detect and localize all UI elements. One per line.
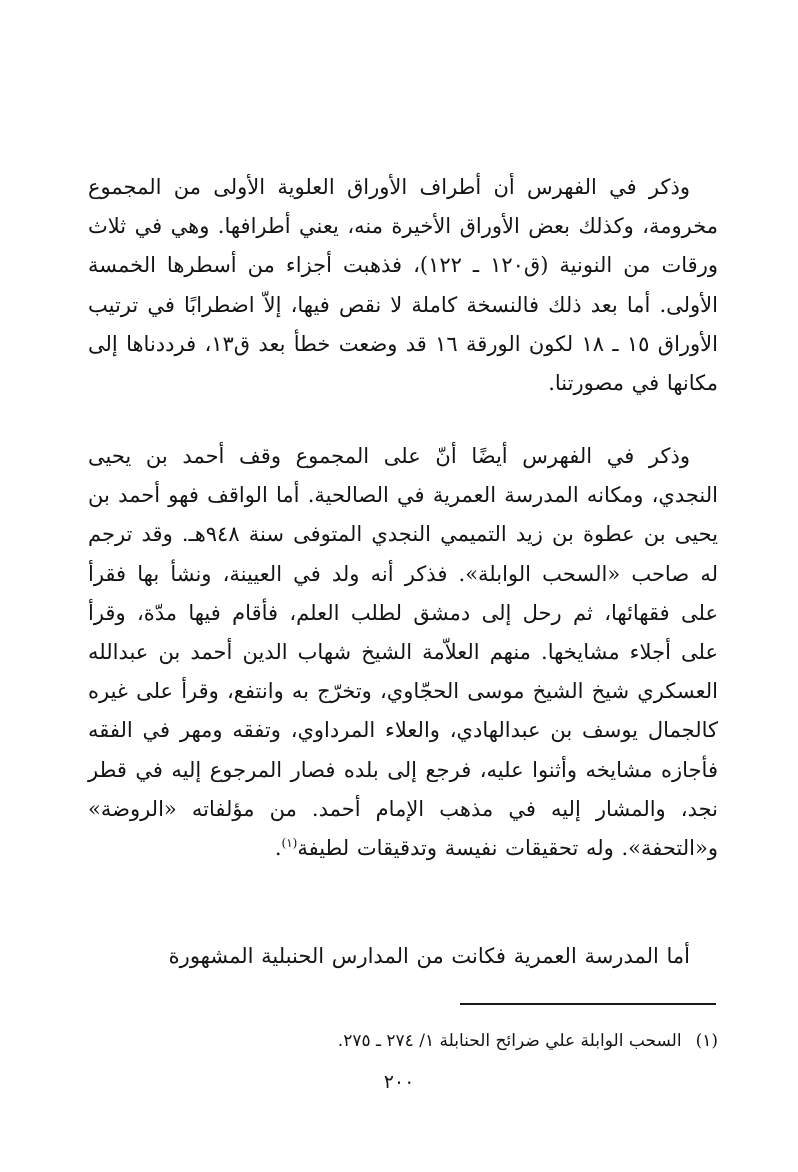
paragraph-text: وذكر في الفهرس أيضًا أنّ على المجموع وقف أحمد بن يحيى النجدي، ومكانه المدرسة العمرية في الصالحية. أما الواقف فهو أحمد بن يحيى بن عطوة بن زيد التميمي النجدي المتوفى سنة ٩٤٨هـ. وقد ترجم له صاحب «السحب الوابلة». فذكر أنه ولد في العيينة، ونشأ بها فقرأ على فقهائها، ثم رحل إلى دمشق لطلب العلم، فأقام فيها مدّة، وقرأ على أجلاء مشايخها. منهم العلاّمة الشيخ شهاب الدين أحمد بن عبدالله العسكري شيخ الشيخ موسى الحجّاوي، وتخرّج به وانتفع، وقرأ على غيره كالجمال يوسف بن عبدالهادي، والعلاء المرداوي، وتفقه ومهر في الفقه فأجازه مشايخه وأثنوا عليه، فرجع إلى بلده فصار المرجوع إليه في قطر نجد، والمشار إليه في مذهب الإمام أحمد. من مؤلفاته «الروضة» و«التحفة». وله تحقيقات نفيسة وتدقيقات لطيفة	[88, 444, 718, 861]
paragraph-manuscript-condition	[88, 168, 718, 403]
footnote-number: (١)	[695, 1031, 718, 1051]
paragraph-text: أما المدرسة العمرية فكانت من المدارس الحنبلية المشهورة	[168, 944, 690, 968]
paragraph-end-mark: .	[274, 836, 282, 861]
footnote-separator	[460, 1003, 716, 1005]
footnote	[88, 1026, 718, 1056]
paragraph-waqf-owner	[88, 437, 718, 868]
footnote-reference[interactable]: (١)	[281, 836, 298, 851]
paragraph-text: وذكر في الفهرس أن أطراف الأوراق العلوية الأولى من المجموع مخرومة، وكذلك بعض الأوراق الأخيرة منه، يعني أطرافها. وهي في ثلاث ورقات من النونية (ق١٢٠ ـ ١٢٢)، فذهبت أجزاء من أسطرها الخمسة الأولى. أما بعد ذلك فالنسخة كاملة لا نقص فيها، إلاّ اضطرابًا في ترتيب الأوراق ١٥ ـ ١٨ لكون الورقة ١٦ قد وضعت خطأ بعد ق١٣، فرددناها إلى مكانها في مصورتنا.	[88, 175, 718, 396]
footnote-text: السحب الوابلة علي ضرائح الحنابلة ١/ ٢٧٤ ـ ٢٧٥.	[337, 1031, 682, 1051]
page-number: ٢٠٠	[383, 1071, 415, 1093]
paragraph-umariyya-school	[88, 937, 718, 976]
